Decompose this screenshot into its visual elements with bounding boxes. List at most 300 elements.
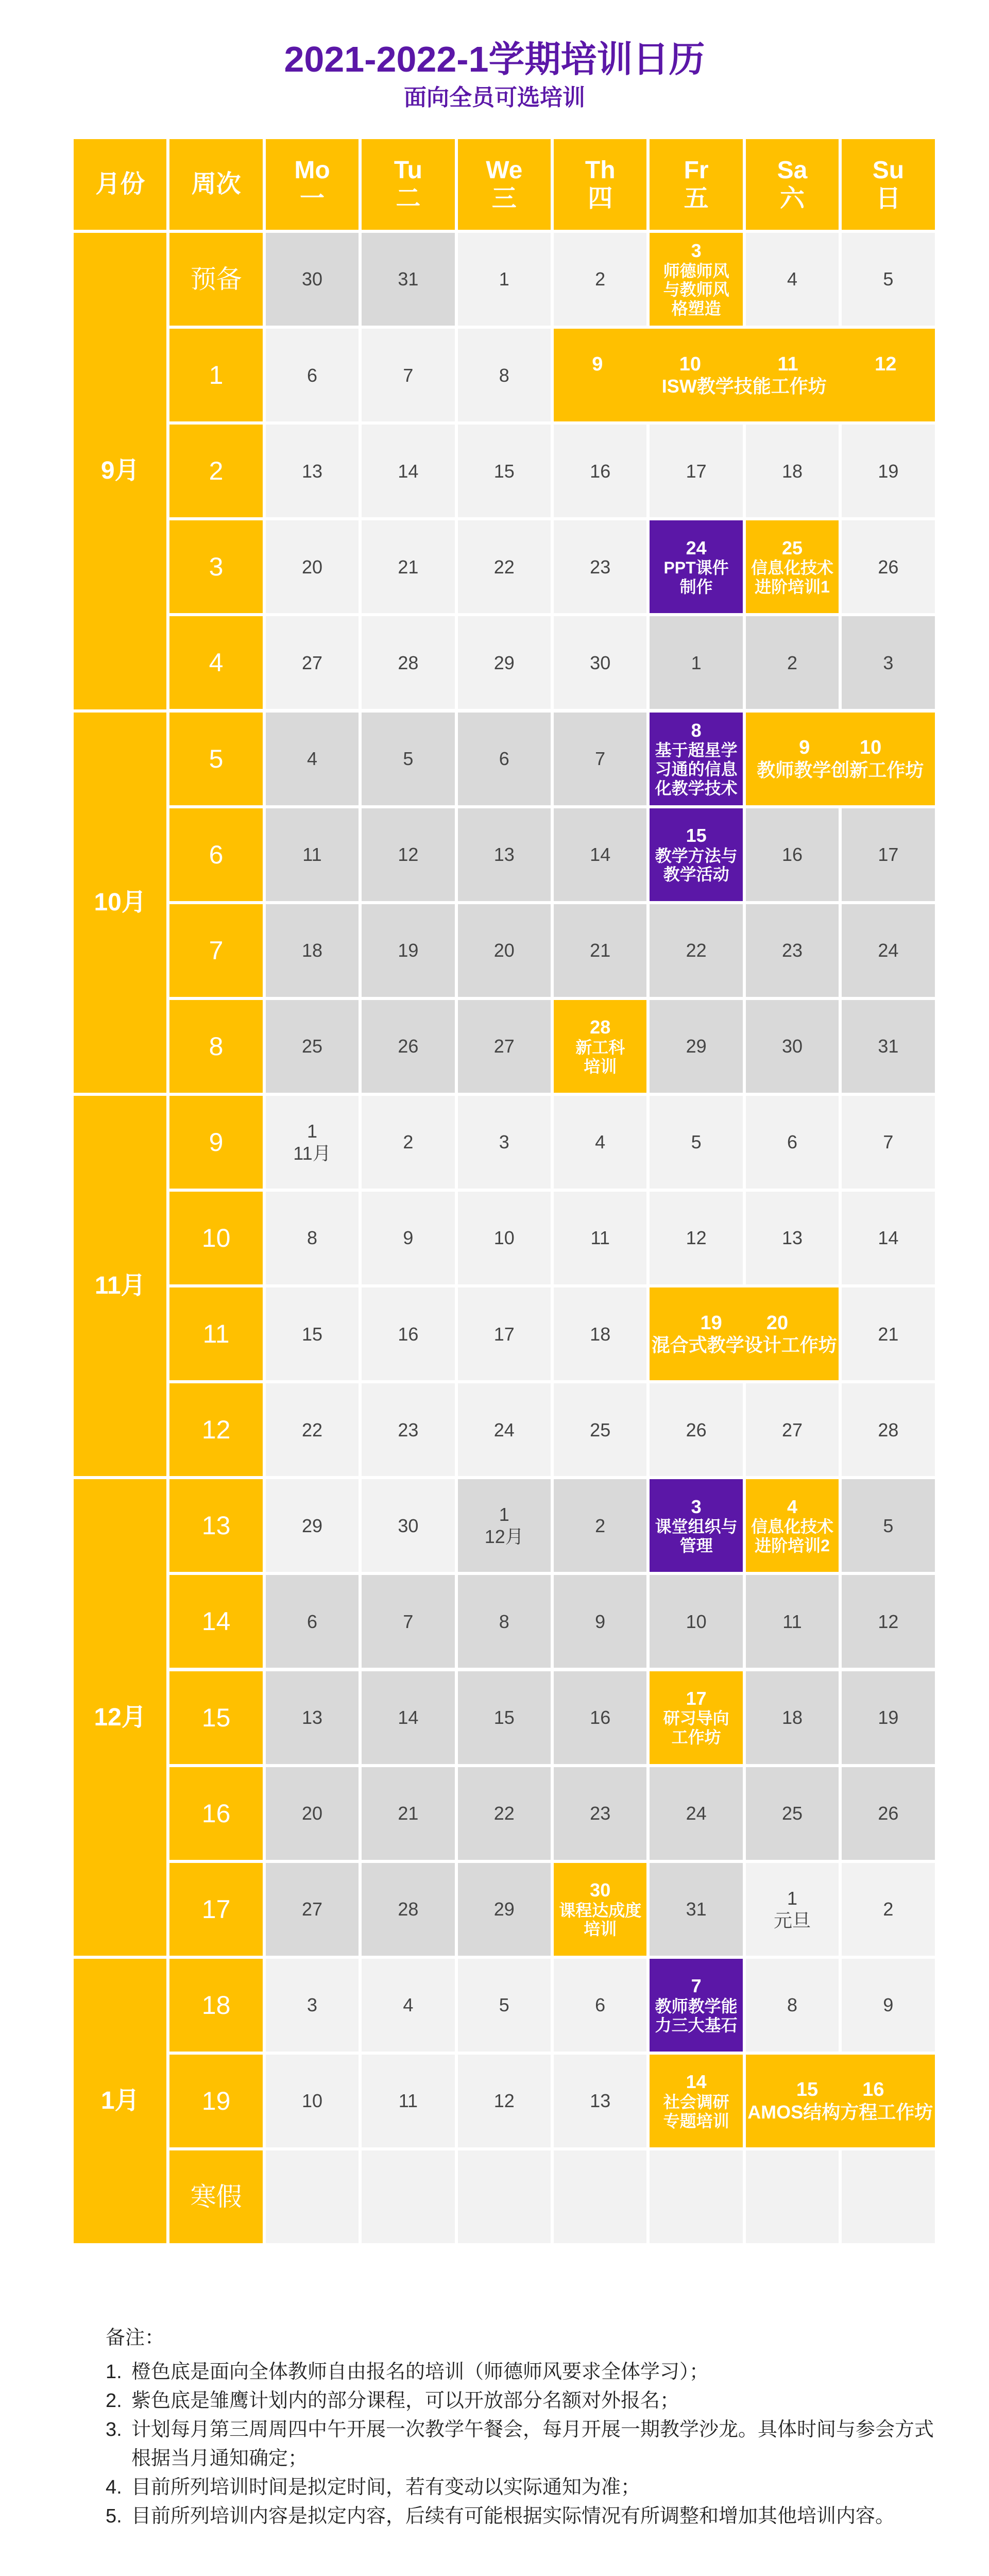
day-number: 25	[301, 1036, 323, 1057]
month-label: 11月	[94, 1272, 146, 1300]
day-cell	[746, 2150, 839, 2243]
day-number: 2	[883, 1899, 894, 1920]
day-cell	[842, 1192, 934, 1284]
day-number: 11	[398, 2090, 418, 2112]
day-cell	[554, 1575, 646, 1668]
day-cell	[458, 520, 551, 613]
day-number: 11	[302, 844, 322, 866]
day-number: 20	[301, 1803, 323, 1824]
day-number: 31	[398, 268, 419, 290]
day-number: 9	[403, 1227, 414, 1249]
day-number: 4	[306, 748, 317, 769]
day-annotation: 11月	[293, 1142, 331, 1164]
day-cell	[650, 2150, 742, 2243]
day-number: 6	[787, 1131, 797, 1153]
week-label: 10	[201, 1224, 231, 1253]
day-number: 24	[493, 1419, 515, 1440]
day-number: 21	[878, 1323, 899, 1345]
day-cell	[650, 425, 742, 517]
week-cell	[169, 329, 262, 421]
week-label: 1	[209, 361, 224, 390]
day-cell	[746, 1575, 839, 1668]
day-number: 22	[493, 556, 515, 578]
event-title-line: 新工科	[575, 1038, 625, 1057]
day-number: 6	[306, 364, 317, 386]
day-number: 7	[883, 1131, 894, 1153]
day-cell	[458, 1287, 551, 1380]
week-cell	[169, 1096, 262, 1189]
day-cell	[362, 1959, 454, 2052]
event-title-line: 管理	[679, 1536, 713, 1555]
note-text: 计划每月第三周周四中午开展一次教学午餐会，每月开展一期教学沙龙。具体时间与参会方式根据当月通知确定；	[131, 2419, 934, 2469]
header-month-label: 月份	[95, 171, 145, 198]
week-cell	[169, 1383, 262, 1476]
day-number: 6	[499, 748, 509, 769]
day-cell	[746, 1671, 839, 1764]
day-cell	[842, 2150, 934, 2243]
day-cell	[458, 1383, 551, 1476]
day-number: 8	[306, 1227, 317, 1249]
event-day: 17	[686, 1688, 707, 1709]
event-day: 25	[781, 537, 803, 558]
day-cell	[842, 1096, 934, 1189]
event-title-line: 信息化技术	[751, 558, 833, 578]
notes-list	[106, 2358, 950, 2531]
header-day-tu	[362, 139, 454, 230]
event-title-line: 培训	[584, 1920, 617, 1939]
day-number: 25	[781, 1803, 803, 1824]
day-cell	[842, 1383, 934, 1476]
page-subtitle: 面向全员可选培训	[404, 85, 585, 110]
day-number: 5	[691, 1131, 702, 1153]
note-item	[106, 2386, 950, 2415]
day-number: 16	[398, 1323, 419, 1345]
month-label: 10月	[94, 888, 146, 916]
event-day: 8	[691, 719, 702, 741]
note-item	[106, 2358, 950, 2386]
week-cell	[169, 520, 262, 613]
event-day: 10	[679, 353, 702, 375]
note-number: 1.	[106, 2361, 122, 2383]
header-day-zh: 四	[588, 185, 613, 212]
header-day-we	[458, 139, 551, 230]
week-label: 9	[209, 1127, 224, 1157]
day-cell	[842, 1671, 934, 1764]
day-cell	[458, 1000, 551, 1093]
day-cell	[554, 1479, 646, 1572]
day-annotation: 元旦	[773, 1909, 811, 1931]
training-event	[746, 713, 935, 805]
event-title-line: 与教师风	[663, 280, 729, 299]
note-item	[106, 2473, 950, 2502]
day-cell	[650, 1767, 742, 1860]
day-cell	[458, 1096, 551, 1189]
day-number: 23	[590, 556, 611, 578]
day-number: 29	[686, 1036, 707, 1057]
event-days	[774, 737, 907, 759]
training-event	[554, 1863, 646, 1956]
day-number: 9	[883, 1994, 894, 2016]
training-event	[650, 1479, 742, 1572]
page-title: 2021-2022-1学期培训日历	[284, 39, 705, 79]
day-cell	[842, 1959, 934, 2052]
week-cell	[169, 616, 262, 709]
week-label: 8	[209, 1031, 224, 1061]
note-text: 目前所列培训时间是拟定时间，若有变动以实际通知为准；	[131, 2477, 641, 2498]
day-cell	[746, 233, 839, 326]
day-cell	[266, 1287, 359, 1380]
day-cell	[554, 520, 646, 613]
day-cell	[362, 808, 454, 901]
week-cell	[169, 2055, 262, 2147]
day-cell	[650, 1000, 742, 1093]
header-day-en: Fr	[684, 156, 709, 184]
day-number: 30	[590, 652, 611, 673]
header-day-en: Th	[585, 156, 616, 184]
event-day: 15	[686, 825, 707, 846]
day-cell	[362, 904, 454, 997]
day-cell	[266, 1479, 359, 1572]
day-number: 19	[878, 460, 899, 482]
day-cell	[650, 1383, 742, 1476]
event-day: 9	[592, 353, 603, 375]
day-cell	[746, 616, 839, 709]
event-title-line: 进阶培训1	[755, 578, 830, 597]
day-cell	[554, 1192, 646, 1284]
event-day: 16	[862, 2079, 884, 2101]
month-cell	[74, 233, 166, 709]
day-cell	[266, 616, 359, 709]
week-cell	[169, 1192, 262, 1284]
event-title-line: 力三大基石	[655, 2015, 738, 2035]
day-number: 1	[691, 652, 702, 673]
day-cell	[842, 1767, 934, 1860]
day-number: 4	[595, 1131, 606, 1153]
day-number: 27	[301, 652, 323, 673]
event-days	[554, 353, 935, 376]
day-number: 8	[499, 1611, 509, 1632]
day-number: 28	[878, 1419, 899, 1440]
day-number: 18	[301, 940, 323, 961]
day-number: 17	[878, 844, 899, 866]
day-number: 14	[878, 1227, 899, 1249]
day-number: 17	[493, 1323, 515, 1345]
week-cell	[169, 1959, 262, 2052]
day-number: 22	[301, 1419, 323, 1440]
day-number: 24	[878, 940, 899, 961]
event-title-line: 培训	[584, 1057, 617, 1076]
training-event	[650, 808, 742, 901]
event-title-line: 进阶培训2	[755, 1536, 830, 1555]
day-cell	[458, 1671, 551, 1764]
day-number: 26	[398, 1036, 419, 1057]
training-event	[650, 1959, 742, 2052]
header-day-en: Su	[872, 156, 905, 184]
day-cell	[362, 616, 454, 709]
day-cell	[554, 233, 646, 326]
day-number: 2	[595, 1515, 606, 1536]
day-cell	[362, 1287, 454, 1380]
week-label: 11	[202, 1319, 230, 1349]
day-cell	[842, 1479, 934, 1572]
day-number: 14	[590, 844, 611, 866]
day-cell	[842, 616, 934, 709]
event-title-line: 课程达成度	[559, 1901, 642, 1920]
week-label: 16	[201, 1799, 231, 1828]
day-cell	[266, 2055, 359, 2147]
week-cell	[169, 1767, 262, 1860]
day-cell	[362, 1000, 454, 1093]
day-cell	[842, 233, 934, 326]
day-number: 28	[398, 1899, 419, 1920]
header-day-en: We	[486, 156, 523, 184]
day-cell	[266, 1767, 359, 1860]
month-cell	[74, 1096, 166, 1476]
event-title-line: 化教学技术	[655, 778, 738, 798]
day-number: 30	[781, 1036, 803, 1057]
day-number: 2	[403, 1131, 414, 1153]
week-cell	[169, 1575, 262, 1668]
notes-title: 备注：	[106, 2327, 165, 2349]
day-cell	[266, 2150, 359, 2243]
day-number: 3	[883, 652, 894, 673]
day-cell	[362, 520, 454, 613]
day-cell	[842, 1287, 934, 1380]
day-number: 6	[595, 1994, 606, 2016]
day-cell	[458, 233, 551, 326]
day-cell	[746, 1383, 839, 1476]
note-number: 5.	[106, 2505, 122, 2527]
week-cell	[169, 808, 262, 901]
event-day: 20	[766, 1312, 789, 1334]
header-day-zh: 一	[299, 185, 325, 212]
day-cell	[554, 1959, 646, 2052]
event-title-line: 课堂组织与	[655, 1517, 738, 1536]
day-number: 27	[781, 1419, 803, 1440]
day-cell	[554, 808, 646, 901]
day-number: 26	[878, 1803, 899, 1824]
day-cell	[842, 808, 934, 901]
day-cell	[266, 329, 359, 421]
week-label: 13	[201, 1511, 231, 1540]
day-number: 19	[398, 940, 419, 961]
day-cell	[842, 425, 934, 517]
week-label: 19	[201, 2086, 231, 2115]
training-event	[650, 233, 742, 326]
day-cell	[554, 1671, 646, 1764]
training-event	[650, 713, 742, 805]
day-cell	[266, 1383, 359, 1476]
day-number: 29	[493, 652, 515, 673]
day-cell	[266, 904, 359, 997]
header-day-su	[842, 139, 934, 230]
day-number: 1	[499, 1504, 509, 1526]
event-title-line: 师德师风	[663, 261, 729, 280]
day-cell	[458, 2150, 551, 2243]
event-title-line: 工作坊	[671, 1728, 721, 1747]
event-title-line: 制作	[679, 578, 713, 597]
day-cell	[554, 616, 646, 709]
week-label: 17	[201, 1894, 231, 1924]
day-cell	[458, 1959, 551, 2052]
day-cell	[650, 1575, 742, 1668]
header-day-fr	[650, 139, 742, 230]
day-cell	[362, 1192, 454, 1284]
day-cell	[746, 1959, 839, 2052]
day-number: 1	[499, 268, 509, 290]
event-day: 14	[686, 2071, 707, 2093]
header-day-zh: 五	[684, 185, 709, 212]
day-cell	[650, 1096, 742, 1189]
day-number: 10	[686, 1611, 707, 1632]
day-number: 23	[781, 940, 803, 961]
day-cell	[746, 808, 839, 901]
event-day: 15	[796, 2079, 819, 2101]
event-title-line: 基于超星学	[655, 741, 738, 760]
day-number: 18	[781, 1706, 803, 1728]
day-number: 23	[590, 1803, 611, 1824]
day-number: 3	[499, 1131, 509, 1153]
day-cell	[746, 1767, 839, 1860]
day-cell	[554, 1287, 646, 1380]
day-number: 29	[493, 1899, 515, 1920]
day-annotation: 12月	[484, 1526, 524, 1548]
day-cell	[266, 1959, 359, 2052]
note-text: 目前所列培训内容是拟定内容，后续有可能根据实际情况有所调整和增加其他培训内容。	[131, 2505, 895, 2527]
day-cell	[362, 713, 454, 805]
week-cell	[169, 1671, 262, 1764]
day-number: 18	[590, 1323, 611, 1345]
day-number: 30	[301, 268, 323, 290]
day-number: 12	[398, 844, 419, 866]
month-cell	[74, 713, 166, 1093]
day-cell	[458, 1575, 551, 1668]
day-number: 17	[686, 460, 707, 482]
day-number: 29	[301, 1515, 323, 1536]
day-number: 15	[493, 1706, 515, 1728]
header-week	[169, 139, 262, 230]
day-number: 8	[787, 1994, 797, 2016]
header-day-zh: 日	[876, 185, 901, 212]
month-cell	[74, 1479, 166, 1956]
notes	[106, 2324, 950, 2531]
day-cell	[362, 2150, 454, 2243]
event-title: AMOS结构方程工作坊	[747, 2102, 933, 2123]
week-label: 寒假	[190, 2182, 242, 2212]
day-cell	[362, 1479, 454, 1572]
day-number: 27	[493, 1036, 515, 1057]
month-label: 1月	[100, 2087, 140, 2115]
day-cell	[266, 425, 359, 517]
day-cell	[266, 520, 359, 613]
day-cell	[746, 904, 839, 997]
event-day: 28	[590, 1016, 611, 1038]
day-cell	[362, 1575, 454, 1668]
day-number: 5	[883, 1515, 894, 1536]
training-event	[554, 1000, 646, 1093]
day-number: 31	[686, 1899, 707, 1920]
day-number: 13	[301, 460, 323, 482]
week-cell	[169, 1000, 262, 1093]
day-cell	[362, 1863, 454, 1956]
note-item	[106, 2502, 950, 2531]
note-text: 橙色底是面向全体教师自由报名的培训（师德师风要求全体学习）；	[131, 2361, 709, 2383]
day-cell	[554, 2055, 646, 2147]
day-number: 18	[781, 460, 803, 482]
day-cell	[746, 1096, 839, 1189]
week-label: 6	[209, 840, 224, 869]
day-cell	[458, 808, 551, 901]
day-number: 16	[590, 1706, 611, 1728]
event-title-line: PPT课件	[663, 558, 729, 578]
day-number: 4	[403, 1994, 414, 2016]
event-day: 12	[875, 353, 897, 375]
month-label: 9月	[100, 457, 140, 485]
day-cell	[554, 713, 646, 805]
day-number: 9	[595, 1611, 606, 1632]
event-title-line: 教学方法与	[655, 846, 738, 865]
week-label: 5	[209, 744, 224, 773]
event-day: 10	[859, 737, 882, 758]
day-cell	[266, 1096, 359, 1189]
day-cell	[458, 1767, 551, 1860]
day-cell	[362, 2055, 454, 2147]
day-number: 8	[499, 364, 509, 386]
header-month	[74, 139, 166, 230]
training-event	[650, 520, 742, 613]
day-cell	[746, 1192, 839, 1284]
header-week-label: 周次	[191, 171, 241, 198]
day-number: 31	[878, 1036, 899, 1057]
day-cell	[266, 713, 359, 805]
day-cell	[266, 233, 359, 326]
day-cell	[458, 616, 551, 709]
week-label: 预备	[190, 265, 242, 294]
day-number: 25	[590, 1419, 611, 1440]
day-cell	[266, 1863, 359, 1956]
day-number: 22	[686, 940, 707, 961]
header-day-th	[554, 139, 646, 230]
day-cell	[554, 904, 646, 997]
week-cell	[169, 904, 262, 997]
day-number: 21	[398, 1803, 419, 1824]
week-label: 7	[209, 936, 224, 965]
week-cell	[169, 1479, 262, 1572]
day-cell	[458, 1863, 551, 1956]
day-cell	[362, 425, 454, 517]
event-title-line: 研习导向	[663, 1709, 729, 1728]
week-cell	[169, 425, 262, 517]
day-number: 5	[499, 1994, 509, 2016]
day-number: 26	[686, 1419, 707, 1440]
day-number: 13	[301, 1706, 323, 1728]
day-cell	[362, 1767, 454, 1860]
day-number: 3	[306, 1994, 317, 2016]
day-cell	[266, 1671, 359, 1764]
week-cell	[169, 713, 262, 805]
header-day-en: Tu	[394, 156, 422, 184]
note-number: 2.	[106, 2390, 122, 2412]
day-cell	[458, 2055, 551, 2147]
event-day: 3	[691, 1496, 702, 1517]
day-cell	[842, 520, 934, 613]
training-event	[554, 329, 935, 421]
training-event	[650, 1671, 742, 1764]
event-day: 4	[787, 1496, 797, 1517]
day-number: 2	[595, 268, 606, 290]
day-number: 7	[403, 1611, 414, 1632]
week-label: 2	[209, 456, 224, 486]
